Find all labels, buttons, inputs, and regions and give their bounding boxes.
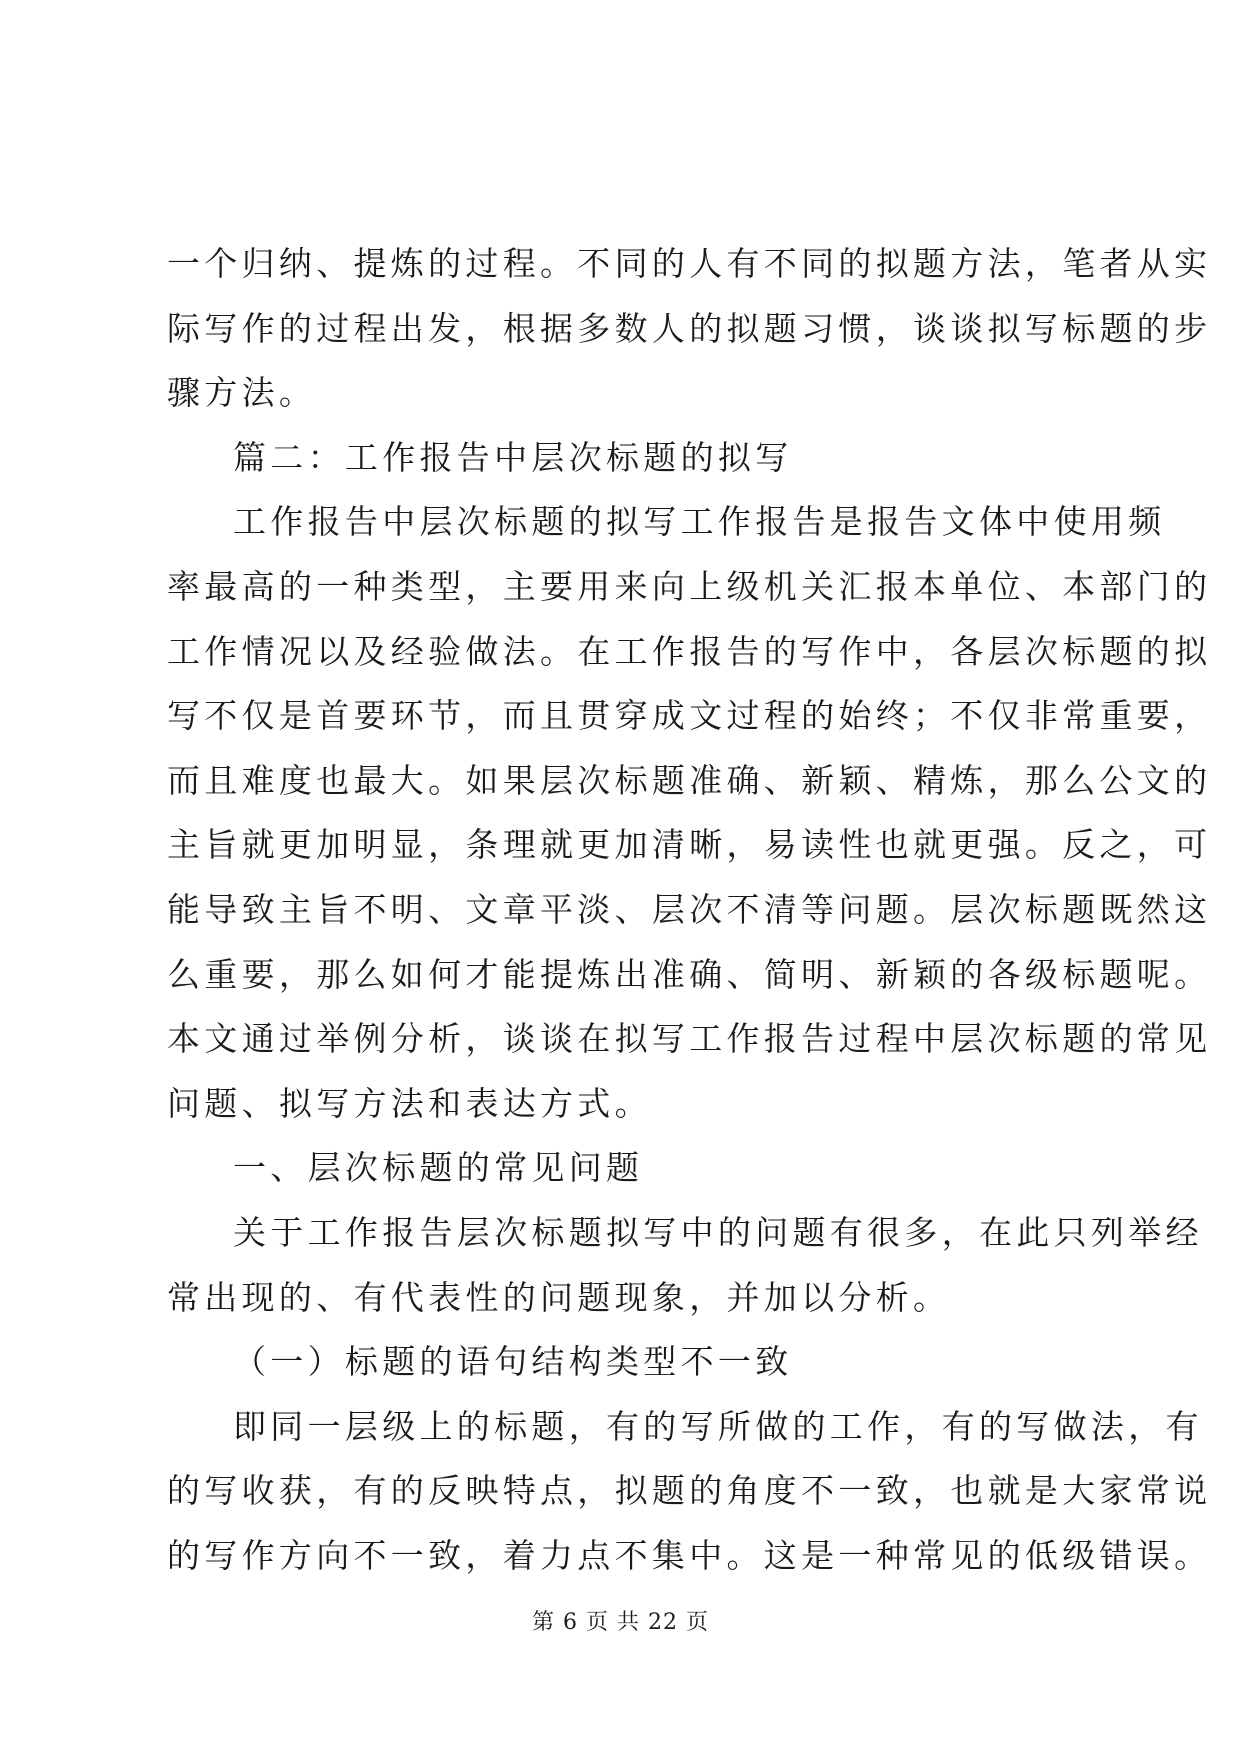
subsubsection-heading: （一）标题的语句结构类型不一致 xyxy=(233,1342,793,1382)
text-line: 际写作的过程出发，根据多数人的拟题习惯，谈谈拟写标题的步 xyxy=(167,308,1212,348)
text-line: 率最高的一种类型，主要用来向上级机关汇报本单位、本部门的 xyxy=(167,566,1212,606)
text-line: 问题、拟写方法和表达方式。 xyxy=(167,1083,652,1123)
text-line: 写不仅是首要环节，而且贯穿成文过程的始终；不仅非常重要， xyxy=(167,696,1212,736)
text-line: 而且难度也最大。如果层次标题准确、新颖、精炼，那么公文的 xyxy=(167,760,1212,800)
text-line: 即同一层级上的标题，有的写所做的工作，有的写做法，有 xyxy=(233,1406,1203,1446)
text-line: 工作报告中层次标题的拟写工作报告是报告文体中使用频 xyxy=(233,502,1166,542)
subsection-heading: 一、层次标题的常见问题 xyxy=(233,1148,644,1188)
text-line: 的写收获，有的反映特点，拟题的角度不一致，也就是大家常说 xyxy=(167,1471,1212,1511)
text-line: 么重要，那么如何才能提炼出准确、简明、新颖的各级标题呢。 xyxy=(167,954,1212,994)
text-line: 能导致主旨不明、文章平淡、层次不清等问题。层次标题既然这 xyxy=(167,889,1212,929)
text-line: 本文通过举例分析，谈谈在拟写工作报告过程中层次标题的常见 xyxy=(167,1019,1212,1059)
text-line: 常出现的、有代表性的问题现象，并加以分析。 xyxy=(167,1277,951,1317)
text-line: 关于工作报告层次标题拟写中的问题有很多，在此只列举经 xyxy=(233,1212,1203,1252)
body-text xyxy=(167,232,1212,1588)
section-heading: 篇二：工作报告中层次标题的拟写 xyxy=(233,437,793,477)
page-number-footer: 第 6 页 共 22 页 xyxy=(532,1610,709,1635)
text-line: 工作情况以及经验做法。在工作报告的写作中，各层次标题的拟 xyxy=(167,631,1212,671)
text-line: 骤方法。 xyxy=(167,373,317,413)
text-line: 一个归纳、提炼的过程。不同的人有不同的拟题方法，笔者从实 xyxy=(167,244,1212,283)
text-line: 的写作方向不一致，着力点不集中。这是一种常见的低级错误。 xyxy=(167,1535,1212,1575)
text-line: 主旨就更加明显，条理就更加清晰，易读性也就更强。反之，可 xyxy=(167,825,1212,865)
